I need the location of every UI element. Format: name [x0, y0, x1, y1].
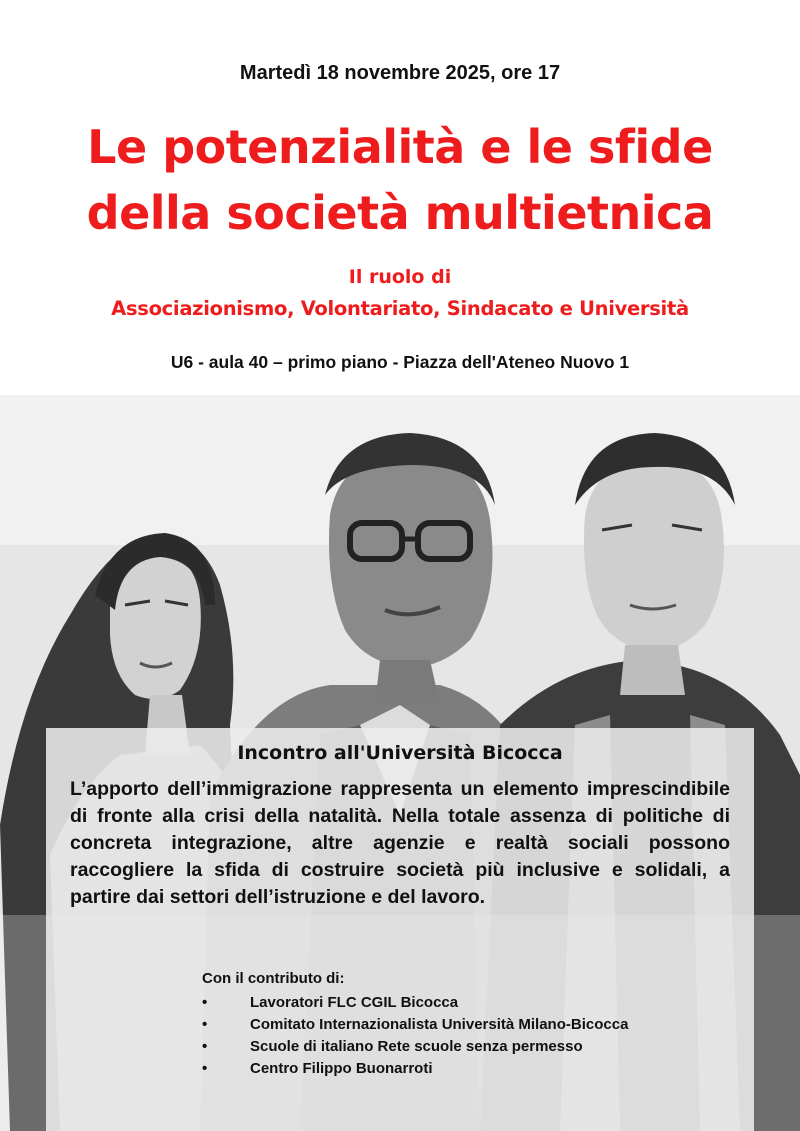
info-box-heading: Incontro all'Università Bicocca: [237, 742, 563, 764]
contributors-list: [202, 992, 628, 1080]
event-subtitle-line-1: Il ruolo di: [348, 266, 452, 288]
contributor-item: • Lavoratori FLC CGIL Bicocca: [202, 992, 628, 1014]
event-location: U6 - aula 40 – primo piano - Piazza dell'Ateneo Nuovo 1: [170, 352, 630, 372]
contributor-item: • Centro Filippo Buonarroti: [202, 1058, 628, 1080]
event-date: Martedì 18 novembre 2025, ore 17: [239, 62, 561, 84]
contributors-label: Con il contributo di:: [202, 970, 345, 987]
event-title-line-2: della società multietnica: [86, 186, 714, 240]
event-title: [0, 114, 800, 246]
info-box-text: L’apporto dell’immigrazione rappresenta un elemento imprescindibile di fronte alla crisi della natalità. Nella totale assenza di politiche di concreta integrazione, altre agenzie e realtà sociali possono raccogliere la sfida di costruire società più inclusive e solidali, a partire dai settori dell’istruzione e del lavoro.: [70, 778, 730, 908]
contributor-item: • Scuole di italiano Rete scuole senza permesso: [202, 1036, 628, 1058]
event-subtitle: [0, 262, 800, 326]
event-title-line-1: Le potenzialità e le sfide: [87, 120, 713, 174]
event-subtitle-line-2: Associazionismo, Volontariato, Sindacato e Università: [111, 297, 689, 320]
contributor-item: • Comitato Internazionalista Università Milano-Bicocca: [202, 1014, 628, 1036]
